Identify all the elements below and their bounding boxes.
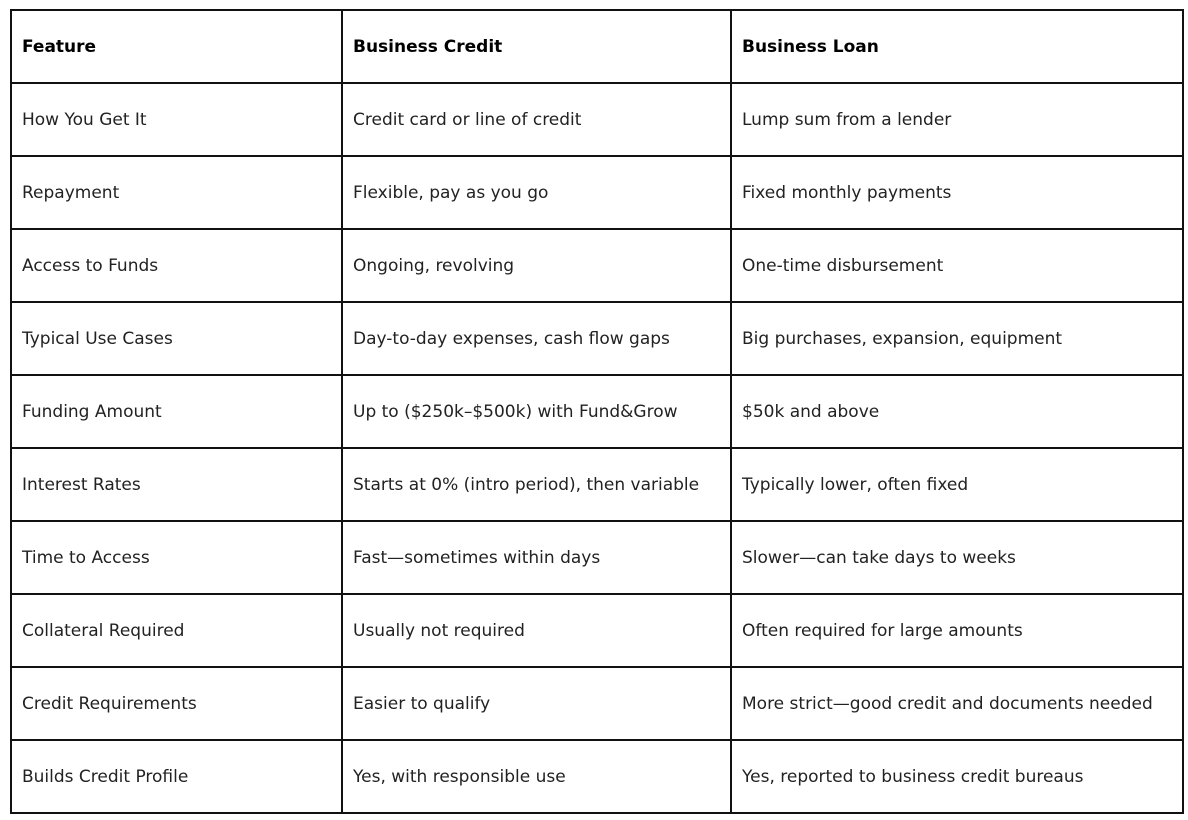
comparison-table: [10, 9, 1184, 814]
table-row: [11, 229, 1183, 302]
business-credit-cell: Usually not required: [342, 594, 731, 667]
table-row: [11, 521, 1183, 594]
table-row: [11, 740, 1183, 813]
feature-cell: Credit Requirements: [11, 667, 342, 740]
business-loan-cell: One-time disbursement: [731, 229, 1183, 302]
business-loan-cell: Big purchases, expansion, equipment: [731, 302, 1183, 375]
business-loan-cell: Slower—can take days to weeks: [731, 521, 1183, 594]
table-row: [11, 375, 1183, 448]
table-row: [11, 156, 1183, 229]
feature-cell: Interest Rates: [11, 448, 342, 521]
feature-cell: Funding Amount: [11, 375, 342, 448]
feature-cell: Time to Access: [11, 521, 342, 594]
table-header-row: [11, 10, 1183, 83]
business-loan-cell: Typically lower, often fixed: [731, 448, 1183, 521]
feature-cell: Access to Funds: [11, 229, 342, 302]
business-credit-cell: Starts at 0% (intro period), then variable: [342, 448, 731, 521]
business-credit-cell: Up to ($250k–$500k) with Fund&Grow: [342, 375, 731, 448]
business-credit-cell: Yes, with responsible use: [342, 740, 731, 813]
feature-cell: Typical Use Cases: [11, 302, 342, 375]
header-business-loan: Business Loan: [731, 10, 1183, 83]
business-loan-cell: More strict—good credit and documents needed: [731, 667, 1183, 740]
business-credit-cell: Day-to-day expenses, cash flow gaps: [342, 302, 731, 375]
feature-cell: Builds Credit Profile: [11, 740, 342, 813]
table-row: [11, 302, 1183, 375]
feature-cell: Repayment: [11, 156, 342, 229]
table-row: [11, 448, 1183, 521]
business-loan-cell: Yes, reported to business credit bureaus: [731, 740, 1183, 813]
business-credit-cell: Credit card or line of credit: [342, 83, 731, 156]
table-row: [11, 667, 1183, 740]
feature-cell: Collateral Required: [11, 594, 342, 667]
table-row: [11, 83, 1183, 156]
table-row: [11, 594, 1183, 667]
business-credit-cell: Easier to qualify: [342, 667, 731, 740]
header-business-credit: Business Credit: [342, 10, 731, 83]
business-loan-cell: Lump sum from a lender: [731, 83, 1183, 156]
business-loan-cell: Fixed monthly payments: [731, 156, 1183, 229]
feature-cell: How You Get It: [11, 83, 342, 156]
header-feature: Feature: [11, 10, 342, 83]
business-credit-cell: Flexible, pay as you go: [342, 156, 731, 229]
business-credit-cell: Fast—sometimes within days: [342, 521, 731, 594]
business-loan-cell: $50k and above: [731, 375, 1183, 448]
business-loan-cell: Often required for large amounts: [731, 594, 1183, 667]
business-credit-cell: Ongoing, revolving: [342, 229, 731, 302]
